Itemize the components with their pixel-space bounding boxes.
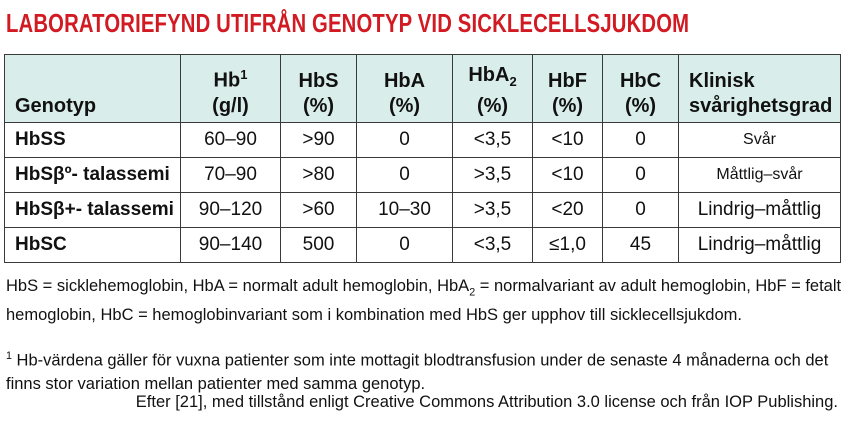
lab-findings-table [4,54,841,263]
header-klinisk: Klinisk svårighetsgrad [679,55,841,123]
header-hbf: HbF (%) [533,55,603,123]
header-hb: Hb$^1$ (g/l) [181,55,281,123]
cell-hbc: 0 [603,193,679,228]
table-row [5,123,841,158]
header-hba2: HbA$_2$ (%) [453,55,533,123]
cell-klinisk: Lindrig–måttlig [679,228,841,263]
cell-genotyp: HbSβ+- talassemi [5,193,181,228]
cell-hb: 70–90 [181,158,281,193]
cell-hba: 0 [357,123,453,158]
footnote-abbreviations: HbS = sicklehemoglobin, HbA = normalt adult hemoglobin, HbA$_2$ = normalvariant av adult hemoglobin, HbF = fetalt hemoglobin, HbC = hemoglobinvariant som i kombination med HbS ger upphov till sicklecellsjukdom. [6,277,842,325]
cell-hbs: >60 [281,193,357,228]
cell-klinisk: Svår [679,123,841,158]
header-genotyp: Genotyp [5,55,181,123]
cell-hbf: <10 [533,158,603,193]
cell-hbs: >90 [281,123,357,158]
cell-hbc: 0 [603,123,679,158]
footnote-hb-values: $^1$ Hb-värdena gäller för vuxna patienter som inte mottagit blodtransfusion under de senaste 4 månaderna och det finns stor variation mellan patienter med samma genotyp. [6,350,829,393]
cell-klinisk: Lindrig–måttlig [679,193,841,228]
cell-hba2: <3,5 [453,228,533,263]
cell-hbs: >80 [281,158,357,193]
cell-hba2: >3,5 [453,158,533,193]
cell-hba2: <3,5 [453,123,533,158]
table-title: LABORATORIEFYND UTIFRÅN GENOTYP VID SICKLECELLSJUKDOM [6,8,690,38]
cell-hbc: 0 [603,158,679,193]
cell-hbs: 500 [281,228,357,263]
cell-hbf: <10 [533,123,603,158]
cell-genotyp: HbSS [5,123,181,158]
cell-hb: 90–120 [181,193,281,228]
header-hbc: HbC (%) [603,55,679,123]
source-credit: Efter [21], med tillstånd enligt Creative Commons Attribution 3.0 license och från IOP Publishing. [135,393,838,411]
cell-hbf: <20 [533,193,603,228]
cell-hba2: >3,5 [453,193,533,228]
table-row [5,193,841,228]
header-hba: HbA (%) [357,55,453,123]
cell-genotyp: HbSβº- talassemi [5,158,181,193]
header-row [5,55,841,123]
cell-klinisk: Måttlig–svår [679,158,841,193]
cell-hbc: 45 [603,228,679,263]
cell-hb: 90–140 [181,228,281,263]
header-hbs: HbS (%) [281,55,357,123]
table-row [5,158,841,193]
cell-genotyp: HbSC [5,228,181,263]
table-row [5,228,841,263]
cell-hbf: ≤1,0 [533,228,603,263]
cell-hba: 0 [357,158,453,193]
cell-hb: 60–90 [181,123,281,158]
cell-hba: 10–30 [357,193,453,228]
cell-hba: 0 [357,228,453,263]
